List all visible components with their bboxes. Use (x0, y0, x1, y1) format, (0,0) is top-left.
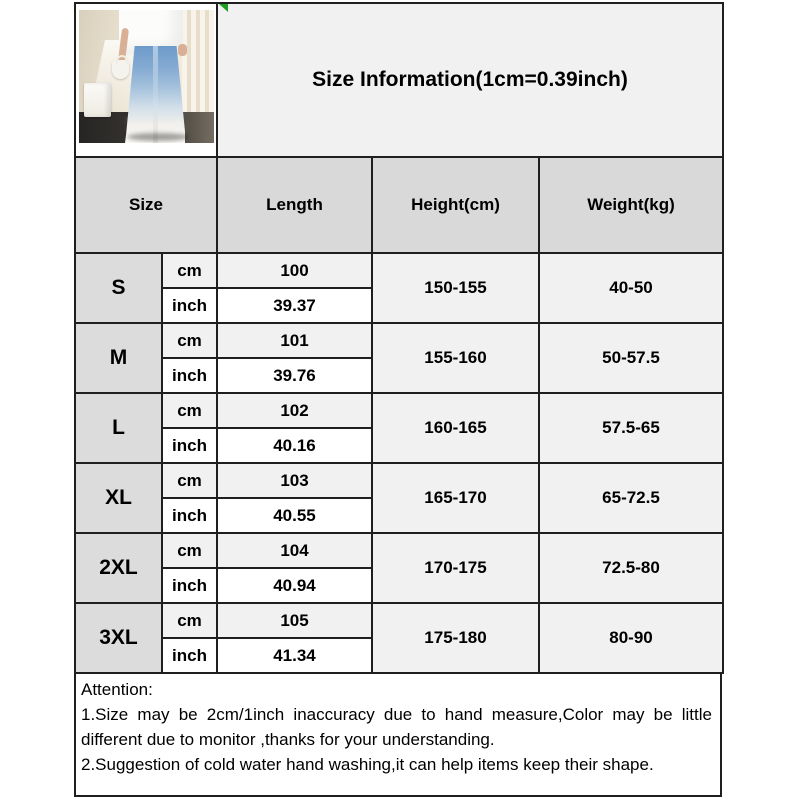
size-row-label: S (75, 253, 162, 323)
size-row-label: M (75, 323, 162, 393)
length-inch-value: 40.16 (217, 428, 372, 463)
banner-title: Size Information(1cm=0.39inch) (312, 68, 628, 91)
unit-label-inch: inch (162, 288, 217, 323)
table-header-row (75, 157, 723, 253)
unit-label-inch: inch (162, 568, 217, 603)
column-header-height: Height(cm) (372, 157, 539, 253)
length-cm-value: 102 (217, 393, 372, 428)
size-table (74, 2, 724, 674)
column-header-length: Length (217, 157, 372, 253)
attention-note-2: 2.Suggestion of cold water hand washing,it can help items keep their shape. (81, 755, 654, 774)
column-header-weight: Weight(kg) (539, 157, 723, 253)
unit-label-cm: cm (162, 463, 217, 498)
weight-range-value: 50-57.5 (539, 323, 723, 393)
length-cm-value: 101 (217, 323, 372, 358)
unit-label-inch: inch (162, 498, 217, 533)
length-inch-value: 41.34 (217, 638, 372, 673)
height-range-value: 150-155 (372, 253, 539, 323)
table-row (75, 603, 723, 638)
weight-range-value: 80-90 (539, 603, 723, 673)
weight-range-value: 65-72.5 (539, 463, 723, 533)
handbag (112, 60, 129, 79)
length-cm-value: 105 (217, 603, 372, 638)
attention-note-1: 1.Size may be 2cm/1inch inaccuracy due to hand measure,Color may be little different due to monitor ,thanks for your understanding. (81, 705, 712, 749)
unit-label-inch: inch (162, 638, 217, 673)
unit-label-cm: cm (162, 323, 217, 358)
gradient-pants (125, 46, 185, 143)
table-row (75, 253, 723, 288)
product-photo-cell (75, 3, 217, 157)
pants-crease (153, 46, 158, 143)
size-row-label: 2XL (75, 533, 162, 603)
size-chart-content (74, 2, 722, 797)
table-row (75, 393, 723, 428)
size-row-label: 3XL (75, 603, 162, 673)
unit-label-inch: inch (162, 358, 217, 393)
curtain (182, 10, 214, 120)
banner-cell (217, 3, 723, 157)
length-inch-value: 39.37 (217, 288, 372, 323)
weight-range-value: 40-50 (539, 253, 723, 323)
height-range-value: 160-165 (372, 393, 539, 463)
green-corner-marker-icon (219, 4, 228, 12)
length-cm-value: 100 (217, 253, 372, 288)
length-inch-value: 39.76 (217, 358, 372, 393)
height-range-value: 155-160 (372, 323, 539, 393)
height-range-value: 170-175 (372, 533, 539, 603)
size-row-label: L (75, 393, 162, 463)
table-row (75, 533, 723, 568)
hem-shadow (127, 133, 189, 141)
height-range-value: 165-170 (372, 463, 539, 533)
length-cm-value: 104 (217, 533, 372, 568)
unit-label-cm: cm (162, 533, 217, 568)
unit-label-inch: inch (162, 428, 217, 463)
table-row (75, 463, 723, 498)
table-row (75, 323, 723, 358)
weight-range-value: 72.5-80 (539, 533, 723, 603)
size-row-label: XL (75, 463, 162, 533)
unit-label-cm: cm (162, 393, 217, 428)
length-inch-value: 40.55 (217, 498, 372, 533)
shopping-bag (84, 83, 111, 117)
height-range-value: 175-180 (372, 603, 539, 673)
column-header-size: Size (75, 157, 217, 253)
attention-note (74, 672, 722, 797)
weight-range-value: 57.5-65 (539, 393, 723, 463)
unit-label-cm: cm (162, 253, 217, 288)
attention-heading: Attention: (81, 680, 153, 699)
unit-label-cm: cm (162, 603, 217, 638)
hand (178, 44, 187, 56)
length-cm-value: 103 (217, 463, 372, 498)
length-inch-value: 40.94 (217, 568, 372, 603)
product-photo (79, 10, 214, 143)
top-row (75, 3, 723, 157)
